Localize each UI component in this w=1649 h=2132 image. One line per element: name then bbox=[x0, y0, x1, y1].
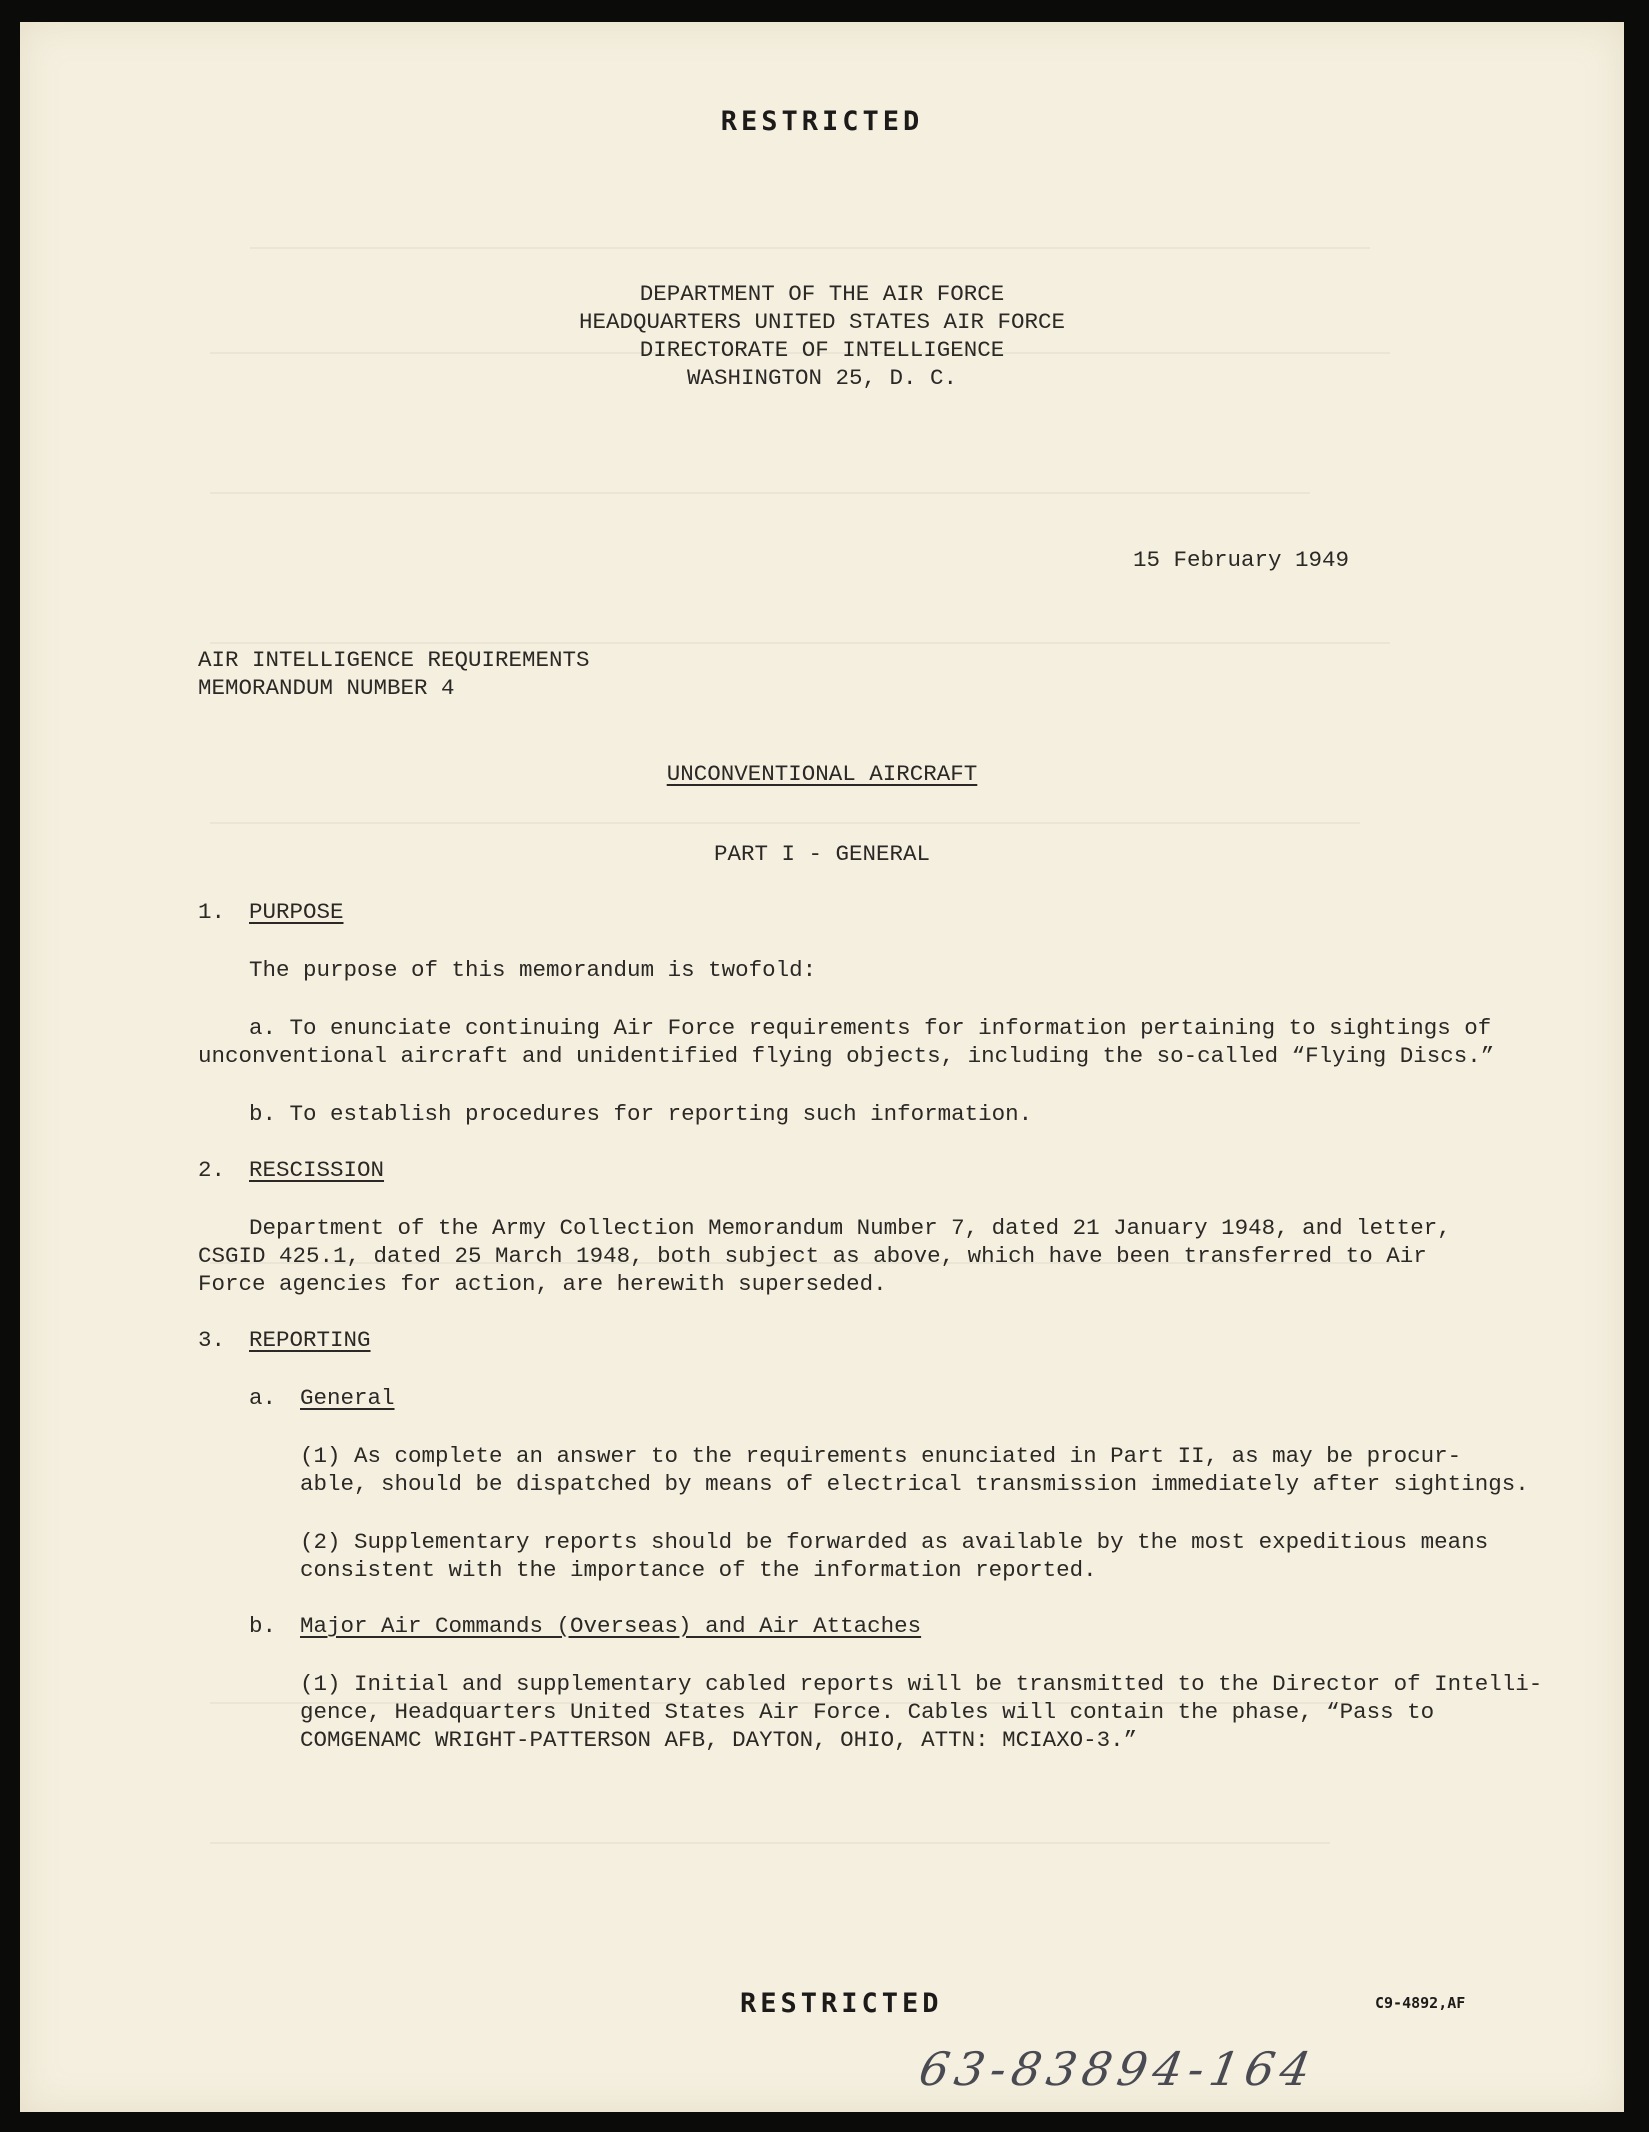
paragraph-text: (1) Initial and supplementary cabled reports will be transmitted to the Director of Intelli- bbox=[300, 1671, 1543, 1697]
paragraph-text: a. To enunciate continuing Air Force requirements for information pertaining to sightings of bbox=[249, 1015, 1492, 1041]
paragraph-text: CSGID 425.1, dated 25 March 1948, both subject as above, which have been transferred to Air bbox=[198, 1243, 1427, 1269]
section-number: 2. bbox=[198, 1157, 226, 1183]
subsection-letter: b. bbox=[249, 1613, 277, 1639]
document-page bbox=[20, 22, 1624, 2112]
section-title-purpose: PURPOSE bbox=[249, 899, 344, 925]
paragraph-text: Force agencies for action, are herewith superseded. bbox=[198, 1271, 887, 1297]
form-code: C9-4892,AF bbox=[1375, 1994, 1466, 2012]
bleed-through-line bbox=[210, 642, 1390, 644]
bleed-through-line bbox=[210, 1842, 1330, 1844]
paragraph-text: (1) As complete an answer to the requirements enunciated in Part II, as may be procur- bbox=[300, 1443, 1462, 1469]
paragraph-text: able, should be dispatched by means of electrical transmission immediately after sightings. bbox=[300, 1471, 1529, 1497]
paragraph-text: COMGENAMC WRIGHT-PATTERSON AFB, DAYTON, OHIO, ATTN: MCIAXO-3.” bbox=[300, 1727, 1138, 1753]
memo-title-line2: MEMORANDUM NUMBER 4 bbox=[198, 675, 455, 701]
bleed-through-line bbox=[250, 247, 1370, 249]
section-number: 3. bbox=[198, 1327, 226, 1353]
classification-marking-bottom: RESTRICTED bbox=[740, 1988, 943, 2019]
paragraph-text: consistent with the importance of the information reported. bbox=[300, 1557, 1097, 1583]
classification-marking-top: RESTRICTED bbox=[720, 106, 924, 137]
paragraph-text: unconventional aircraft and unidentified flying objects, including the so-called “Flying Discs.” bbox=[198, 1043, 1495, 1069]
memo-subject: UNCONVENTIONAL AIRCRAFT bbox=[666, 761, 978, 787]
paragraph-text: Department of the Army Collection Memorandum Number 7, dated 21 January 1948, and letter, bbox=[249, 1215, 1451, 1241]
subsection-letter: a. bbox=[249, 1385, 277, 1411]
section-title-rescission: RESCISSION bbox=[249, 1157, 385, 1183]
paragraph-text: (2) Supplementary reports should be forwarded as available by the most expeditious means bbox=[300, 1529, 1489, 1555]
bleed-through-line bbox=[210, 492, 1310, 494]
header-headquarters: HEADQUARTERS UNITED STATES AIR FORCE bbox=[578, 309, 1066, 335]
subsection-title-major-air-commands: Major Air Commands (Overseas) and Air Attaches bbox=[300, 1613, 922, 1639]
handwritten-file-number: 63-83894-164 bbox=[915, 2042, 1321, 2096]
part-heading: PART I - GENERAL bbox=[713, 841, 931, 867]
memo-title-line1: AIR INTELLIGENCE REQUIREMENTS bbox=[198, 647, 590, 673]
bleed-through-line bbox=[210, 822, 1360, 824]
header-department: DEPARTMENT OF THE AIR FORCE bbox=[639, 281, 1005, 307]
paragraph-text: gence, Headquarters United States Air Force. Cables will contain the phase, “Pass to bbox=[300, 1699, 1435, 1725]
paragraph-text: b. To establish procedures for reporting such information. bbox=[249, 1101, 1033, 1127]
paragraph-text: The purpose of this memorandum is twofold: bbox=[249, 957, 817, 983]
section-number: 1. bbox=[198, 899, 226, 925]
header-directorate: DIRECTORATE OF INTELLIGENCE bbox=[639, 337, 1005, 363]
header-location: WASHINGTON 25, D. C. bbox=[686, 365, 958, 391]
section-title-reporting: REPORTING bbox=[249, 1327, 371, 1353]
memo-date: 15 February 1949 bbox=[1133, 547, 1350, 573]
subsection-title-general: General bbox=[300, 1385, 395, 1411]
